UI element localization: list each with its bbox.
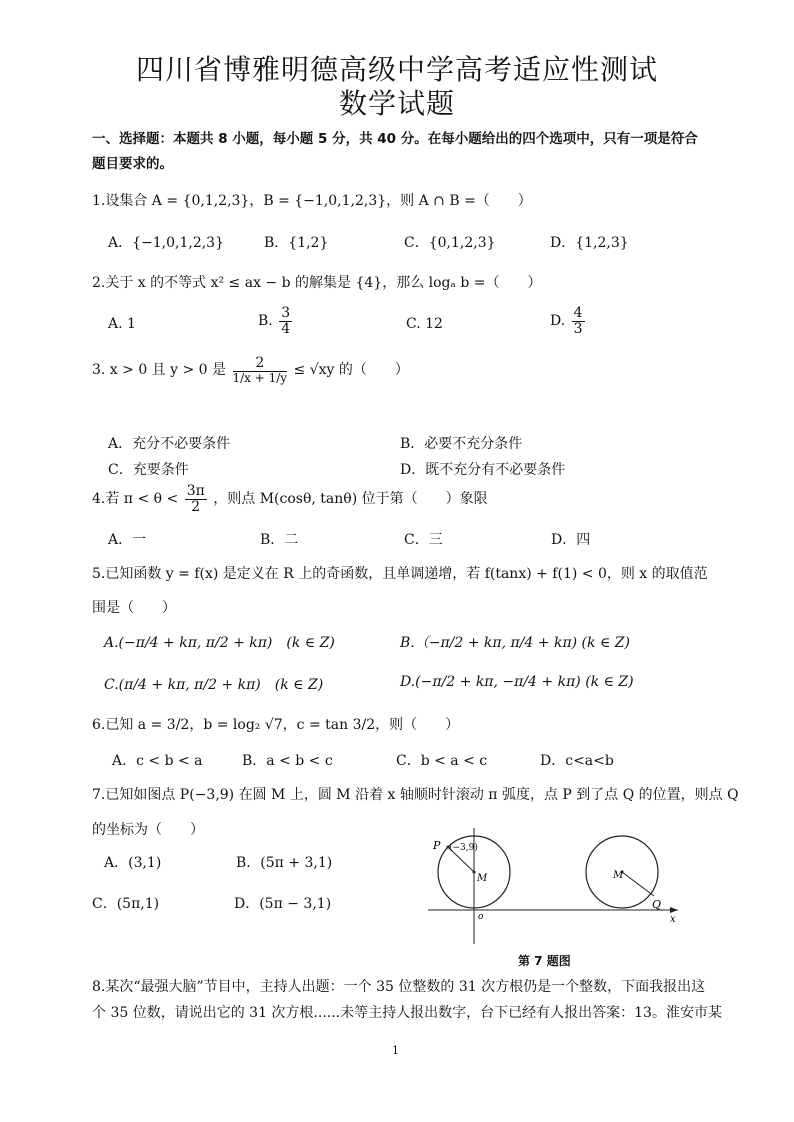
question-5-stem-line1: 5.已知函数 y = f(x) 是定义在 R 上的奇函数，且单调递增，若 f(tanx) + f(1) < 0，则 x 的取值范 <box>92 566 708 582</box>
question-3-option-b: B．必要不充分条件 <box>400 436 523 452</box>
question-4-stem <box>92 484 488 514</box>
question-1-option-c: C．{0,1,2,3} <box>404 235 496 251</box>
fraction-numerator: 4 <box>573 305 583 321</box>
fraction-numerator: 3 <box>281 305 291 321</box>
question-7-stem-line2: 的坐标为（ ） <box>92 822 204 838</box>
question-5-option-a: A.(−π/4 + kπ, π/2 + kπ) (k ∈ Z) <box>104 635 335 651</box>
question-2-stem: 2.关于 x 的不等式 x² ≤ ax − b 的解集是 {4}，那么 logₐ b =（ ） <box>92 275 542 291</box>
question-3-option-c: C．充要条件 <box>108 462 189 478</box>
stem-text: 4.若 π < θ < <box>92 491 179 508</box>
question-6-option-b: B．a < b < c <box>242 753 333 769</box>
question-1-option-b: B．{1,2} <box>264 235 329 251</box>
question-7-option-a: A．(3,1) <box>104 855 162 871</box>
question-1-stem: 1.设集合 A = {0,1,2,3}，B = {−1,0,1,2,3}，则 A ∩ B =（ ） <box>92 193 532 209</box>
option-label: D. <box>550 313 566 330</box>
question-7-option-b: B．(5π + 3,1) <box>236 855 333 871</box>
stem-text: ≤ √xy 的（ ） <box>293 362 409 379</box>
question-6-option-a: A．c < b < a <box>112 753 203 769</box>
radius-mq <box>622 872 654 896</box>
question-1-option-d: D．{1,2,3} <box>550 235 629 251</box>
question-6-option-c: C．b < a < c <box>396 753 488 769</box>
stem-text: 3. x > 0 且 y > 0 是 <box>92 362 227 379</box>
question-2-option-d <box>550 306 587 336</box>
question-5-option-d: D.(−π/2 + kπ, −π/4 + kπ) (k ∈ Z) <box>400 674 634 690</box>
fraction <box>572 306 585 336</box>
question-4-option-a: A．一 <box>108 532 147 548</box>
label-m1: M <box>477 873 488 884</box>
question-8-stem-line1: 8.某次“最强大脑”节目中，主持人出题：一个 35 位整数的 31 次方根仍是一个整数，下面我报出这 <box>92 979 706 995</box>
label-p: P <box>433 839 441 852</box>
question-4-option-d: D．四 <box>551 532 591 548</box>
fraction <box>233 356 288 384</box>
question-7-option-c: C．(5π,1) <box>92 896 160 912</box>
section-heading-line2: 题目要求的。 <box>92 156 173 172</box>
question-6-option-d: D．c<a<b <box>540 753 614 769</box>
question-2-option-b <box>258 306 294 336</box>
fraction-numerator: 2 <box>233 356 288 372</box>
fraction-denominator: 1/x + 1/y <box>232 370 288 385</box>
question-7-figure <box>420 826 690 948</box>
question-8-stem-line2: 个 35 位数，请说出它的 31 次方根......未等主持人报出数字，台下已经有人报出答案：13。淮安市某 <box>92 1005 722 1021</box>
page-title: 四川省博雅明德高级中学高考适应性测试 <box>135 53 658 86</box>
question-3-option-d: D．既不充分有不必要条件 <box>400 462 566 478</box>
question-4-option-b: B．二 <box>260 532 299 548</box>
label-q: Q <box>652 898 662 911</box>
question-7-stem-line1: 7.已知如图点 P(−3,9) 在圆 M 上，圆 M 沿着 x 轴顺时针滚动 π 弧度，点 P 到了点 Q 的位置，则点 Q <box>92 787 739 803</box>
question-3-option-a: A．充分不必要条件 <box>108 436 231 452</box>
fraction <box>279 306 292 336</box>
center-m1 <box>473 871 476 874</box>
x-axis-arrow <box>670 907 678 913</box>
question-2-option-a: A. 1 <box>108 316 136 332</box>
question-5-option-c: C.(π/4 + kπ, π/2 + kπ) (k ∈ Z) <box>104 677 324 693</box>
section-heading-line1: 一、选择题：本题共 8 小题，每小题 5 分，共 40 分。在每小题给出的四个选项中，只有一项是符合 <box>92 131 698 147</box>
label-p-coord: (−3,9) <box>449 843 478 853</box>
question-2-option-c: C. 12 <box>406 316 443 332</box>
page-subtitle: 数学试题 <box>338 87 455 120</box>
stem-text: ，则点 M(cosθ, tanθ) 位于第（ ）象限 <box>213 491 488 508</box>
question-5-stem-line2: 围是（ ） <box>92 600 176 616</box>
question-1-option-a: A．{−1,0,1,2,3} <box>108 235 224 251</box>
option-label: B. <box>258 313 273 330</box>
figure-7-caption: 第 7 题图 <box>518 954 571 968</box>
question-7-option-d: D．(5π − 3,1) <box>234 896 332 912</box>
label-x: x <box>670 914 676 925</box>
label-m2: M <box>613 870 624 881</box>
question-3-stem <box>92 356 409 384</box>
fraction-numerator: 3π <box>186 483 205 499</box>
question-4-option-c: C．三 <box>404 532 443 548</box>
fraction <box>185 484 207 514</box>
label-o: o <box>478 912 484 922</box>
question-5-option-b: B.（−π/2 + kπ, π/4 + kπ) (k ∈ Z) <box>400 635 630 651</box>
fraction-denominator: 2 <box>191 498 201 515</box>
fraction-denominator: 3 <box>573 320 583 337</box>
question-6-stem: 6.已知 a = 3/2，b = log₂ √7，c = tan 3/2，则（ ） <box>92 717 460 733</box>
fraction-denominator: 4 <box>281 320 291 337</box>
page-number: 1 <box>392 1044 399 1057</box>
